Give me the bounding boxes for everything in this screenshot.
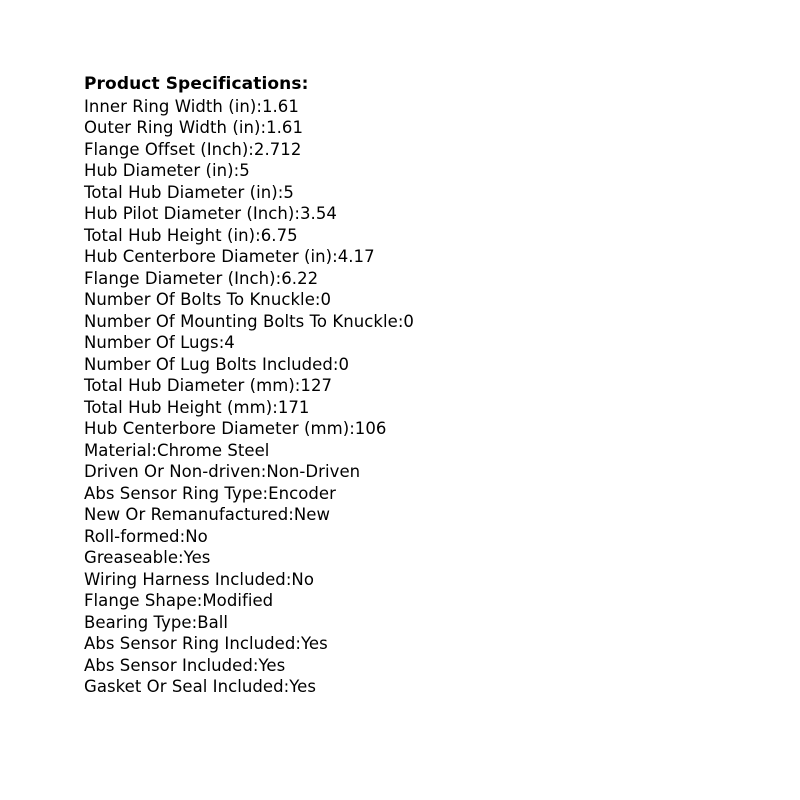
spec-row: Number Of Lug Bolts Included:0 [84,354,350,374]
spec-row: Inner Ring Width (in):1.61 [84,96,299,116]
spec-row: Hub Centerbore Diameter (mm):106 [84,419,387,438]
spec-row: Flange Offset (Inch):2.712 [84,139,302,159]
spec-row: Abs Sensor Ring Included:Yes [84,634,328,653]
spec-row: Driven Or Non-driven:Non-Driven [84,462,361,481]
spec-row: Flange Shape:Modified [84,591,274,610]
spec-row: Total Hub Diameter (mm):127 [84,376,333,395]
specifications-list [84,96,800,698]
spec-row: Flange Diameter (Inch):6.22 [84,268,319,288]
spec-row: Hub Diameter (in):5 [84,161,250,180]
spec-row: Bearing Type:Ball [84,612,229,632]
spec-row: Total Hub Diameter (in):5 [84,182,294,202]
spec-row: Material:Chrome Steel [84,440,270,460]
spec-row: Total Hub Height (in):6.75 [84,225,298,245]
spec-row: Hub Pilot Diameter (Inch):3.54 [84,204,337,223]
spec-row: Abs Sensor Included:Yes [84,655,286,675]
spec-row: Gasket Or Seal Included:Yes [84,677,316,696]
spec-row: Greaseable:Yes [84,548,211,567]
spec-row: Hub Centerbore Diameter (in):4.17 [84,247,375,266]
spec-row: Wiring Harness Included:No [84,569,314,589]
spec-row: New Or Remanufactured:New [84,505,330,524]
spec-row: Total Hub Height (mm):171 [84,397,310,417]
spec-row: Outer Ring Width (in):1.61 [84,118,304,137]
spec-row: Number Of Mounting Bolts To Knuckle:0 [84,311,414,331]
spec-row: Number Of Bolts To Knuckle:0 [84,290,332,309]
page-title: Product Specifications: [84,74,309,94]
spec-row: Abs Sensor Ring Type:Encoder [84,483,336,503]
spec-row: Roll-formed:No [84,526,208,546]
spec-row: Number Of Lugs:4 [84,333,235,352]
